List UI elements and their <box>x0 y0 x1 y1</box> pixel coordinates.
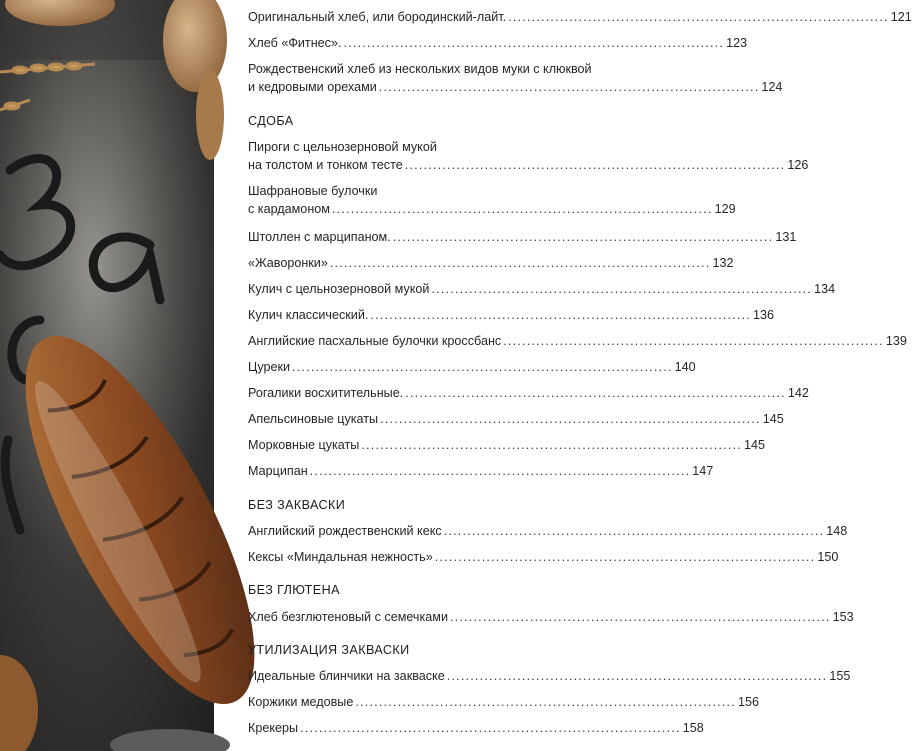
toc-entry[interactable] <box>248 719 704 737</box>
entry-title: Крекеры <box>248 721 299 735</box>
entry-title-cont: с кардамоном <box>248 202 330 216</box>
bread-photo <box>0 0 214 751</box>
toc-entry[interactable] <box>248 228 797 246</box>
toc-entry[interactable] <box>248 358 696 376</box>
entry-title: Апельсиновые цукаты <box>248 412 379 426</box>
entry-title: Английские пасхальные булочки кроссбанс <box>248 334 502 348</box>
page-number: 126 <box>787 158 809 172</box>
page-number: 123 <box>726 36 748 50</box>
page-number: 124 <box>761 80 783 94</box>
entry-title: Английский рождественский кекс <box>248 524 442 538</box>
entry-title: Кулич с цельнозерновой мукой <box>248 282 430 296</box>
entry-title: Кулич классический. <box>248 308 369 322</box>
dot-leader: ................................................................................. <box>300 721 681 735</box>
bread-illustration <box>0 0 214 751</box>
toc-entry[interactable] <box>248 522 848 540</box>
page-number: 121 <box>890 10 912 24</box>
toc-entry[interactable] <box>248 60 783 96</box>
dot-leader: ................................................................................. <box>361 438 742 452</box>
dot-leader: ................................................................................. <box>343 36 725 50</box>
toc-entry[interactable] <box>248 34 748 52</box>
page-number: 145 <box>743 438 765 452</box>
dot-leader: ................................................................................. <box>392 230 774 244</box>
dot-leader: ................................................................................. <box>508 10 889 24</box>
dot-leader: ................................................................................. <box>329 256 711 270</box>
section-heading: СДОБА <box>248 114 294 128</box>
page-number: 140 <box>674 360 696 374</box>
page-number: 136 <box>753 308 775 322</box>
toc-entry[interactable] <box>248 280 836 298</box>
dot-leader: ................................................................................. <box>378 80 760 94</box>
dot-leader: ................................................................................. <box>309 464 691 478</box>
dot-leader: ................................................................................. <box>404 158 786 172</box>
toc-entry[interactable] <box>248 254 734 272</box>
entry-title-cont: на толстом и тонком тесте <box>248 158 403 172</box>
toc-entry[interactable] <box>248 608 854 626</box>
page-number: 142 <box>787 386 809 400</box>
entry-title: Штоллен с марципаном. <box>248 230 391 244</box>
entry-title-cont: и кедровыми орехами <box>248 80 377 94</box>
page-number: 148 <box>826 524 848 538</box>
toc-entry[interactable] <box>248 306 775 324</box>
entry-title: Рогалики восхитительные. <box>248 386 404 400</box>
dot-leader: ................................................................................. <box>331 202 713 216</box>
toc-entry[interactable] <box>248 462 714 480</box>
page-number: 134 <box>814 282 836 296</box>
section-heading: БЕЗ ГЛЮТЕНА <box>248 583 340 597</box>
toc-entry[interactable] <box>248 693 759 711</box>
page-number: 158 <box>682 721 704 735</box>
page-number: 131 <box>775 230 797 244</box>
page-number: 150 <box>817 550 839 564</box>
entry-title: Морковные цукаты <box>248 438 360 452</box>
toc-entry[interactable] <box>248 410 784 428</box>
entry-title: Хлеб «Фитнес». <box>248 36 342 50</box>
entry-title: Идеальные блинчики на закваске <box>248 669 445 683</box>
bun-top <box>5 0 115 26</box>
entry-title: Коржики медовые <box>248 695 354 709</box>
dot-leader: ................................................................................. <box>434 550 816 564</box>
toc-entry[interactable] <box>248 384 809 402</box>
page-number: 129 <box>714 202 736 216</box>
toc-entry[interactable] <box>248 332 907 350</box>
toc-entry[interactable] <box>248 138 809 174</box>
entry-title: Оригинальный хлеб, или бородинский-лайт. <box>248 10 507 24</box>
entry-title: Пироги с цельнозерновой мукой <box>248 140 437 154</box>
page-number: 139 <box>885 334 907 348</box>
page-number: 145 <box>762 412 784 426</box>
section-heading: УТИЛИЗАЦИЯ ЗАКВАСКИ <box>248 643 410 657</box>
toc-entry[interactable] <box>248 182 736 218</box>
dot-leader: ................................................................................. <box>443 524 825 538</box>
entry-title: Шафрановые булочки <box>248 184 378 198</box>
dot-leader: ................................................................................. <box>446 669 828 683</box>
dot-leader: ................................................................................. <box>380 412 761 426</box>
dot-leader: ................................................................................. <box>292 360 673 374</box>
toc-entry[interactable] <box>248 436 765 454</box>
dot-leader: ................................................................................. <box>355 695 736 709</box>
dot-leader: ................................................................................. <box>431 282 813 296</box>
entry-title: Цуреки <box>248 360 291 374</box>
page-number: 153 <box>832 610 854 624</box>
entry-title: «Жаворонки» <box>248 256 328 270</box>
dot-leader: ................................................................................. <box>370 308 751 322</box>
entry-title: Кексы «Миндальная нежность» <box>248 550 433 564</box>
toc-entry[interactable] <box>248 8 912 26</box>
toc-entry[interactable] <box>248 548 839 566</box>
page-number: 156 <box>737 695 759 709</box>
entry-title: Марципан <box>248 464 308 478</box>
page-number: 132 <box>712 256 734 270</box>
page-number: 147 <box>692 464 714 478</box>
dot-leader: ................................................................................. <box>503 334 884 348</box>
toc-entry[interactable] <box>248 667 851 685</box>
dot-leader: ................................................................................. <box>449 610 831 624</box>
section-heading: БЕЗ ЗАКВАСКИ <box>248 498 346 512</box>
dot-leader: ................................................................................. <box>405 386 786 400</box>
entry-title: Рождественский хлеб из нескольких видов муки с клюквой <box>248 62 592 76</box>
entry-title: Хлеб безглютеновый с семечками <box>248 610 448 624</box>
page-number: 155 <box>829 669 851 683</box>
